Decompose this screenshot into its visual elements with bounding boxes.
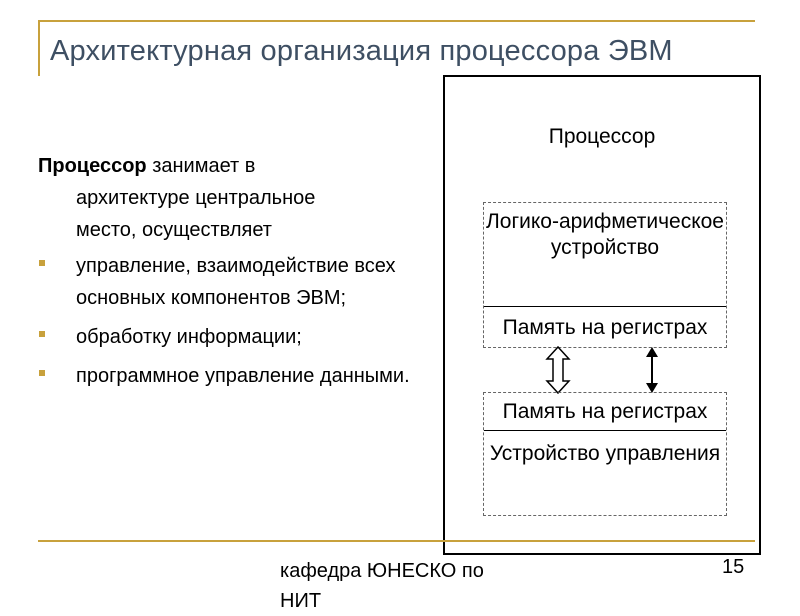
bullet-square-icon bbox=[39, 331, 45, 337]
bullet-item bbox=[38, 360, 433, 392]
title-top-rule bbox=[38, 20, 755, 22]
control-unit-cell: Устройство управления bbox=[489, 442, 721, 465]
slide-number: 15 bbox=[722, 556, 745, 578]
bidirectional-arrows bbox=[445, 345, 763, 395]
footer-department: кафедра ЮНЕСКО по НИТ bbox=[280, 560, 484, 612]
intro-line bbox=[38, 150, 433, 182]
bullet-text: управление, взаимодействие всех основных компонентов ЭВМ; bbox=[76, 255, 396, 309]
registers-top-cell: Память на регистрах bbox=[502, 316, 708, 339]
bullet-list bbox=[38, 250, 433, 392]
footer-rule bbox=[38, 540, 755, 542]
register-control-block bbox=[483, 392, 727, 516]
alu-cell: Логико-арифметическое устройство bbox=[484, 203, 726, 307]
title-left-rule bbox=[38, 20, 40, 76]
bullet-square-icon bbox=[39, 260, 45, 266]
alu-register-block bbox=[483, 202, 727, 348]
hollow-double-arrow-icon bbox=[547, 347, 569, 393]
processor-diagram bbox=[443, 75, 761, 555]
processor-label: Процессор bbox=[548, 125, 656, 148]
intro-rest: занимает в bbox=[146, 155, 256, 177]
registers-bottom-cell: Память на регистрах bbox=[484, 393, 726, 431]
bullet-square-icon bbox=[39, 370, 45, 376]
bullet-item bbox=[38, 321, 433, 353]
intro-bold-term: Процессор bbox=[38, 155, 147, 177]
bullet-text: программное управление данными. bbox=[76, 365, 410, 387]
slide-title: Архитектурная организация процессора ЭВМ bbox=[50, 35, 673, 67]
bullet-item bbox=[38, 250, 433, 314]
bullet-text: обработку информации; bbox=[76, 326, 302, 348]
body-text bbox=[38, 150, 433, 399]
intro-continuation-2: место, осуществляет bbox=[76, 219, 272, 241]
solid-double-arrow-icon bbox=[646, 347, 658, 393]
intro-continuation-1: архитектуре центральное bbox=[76, 187, 316, 209]
